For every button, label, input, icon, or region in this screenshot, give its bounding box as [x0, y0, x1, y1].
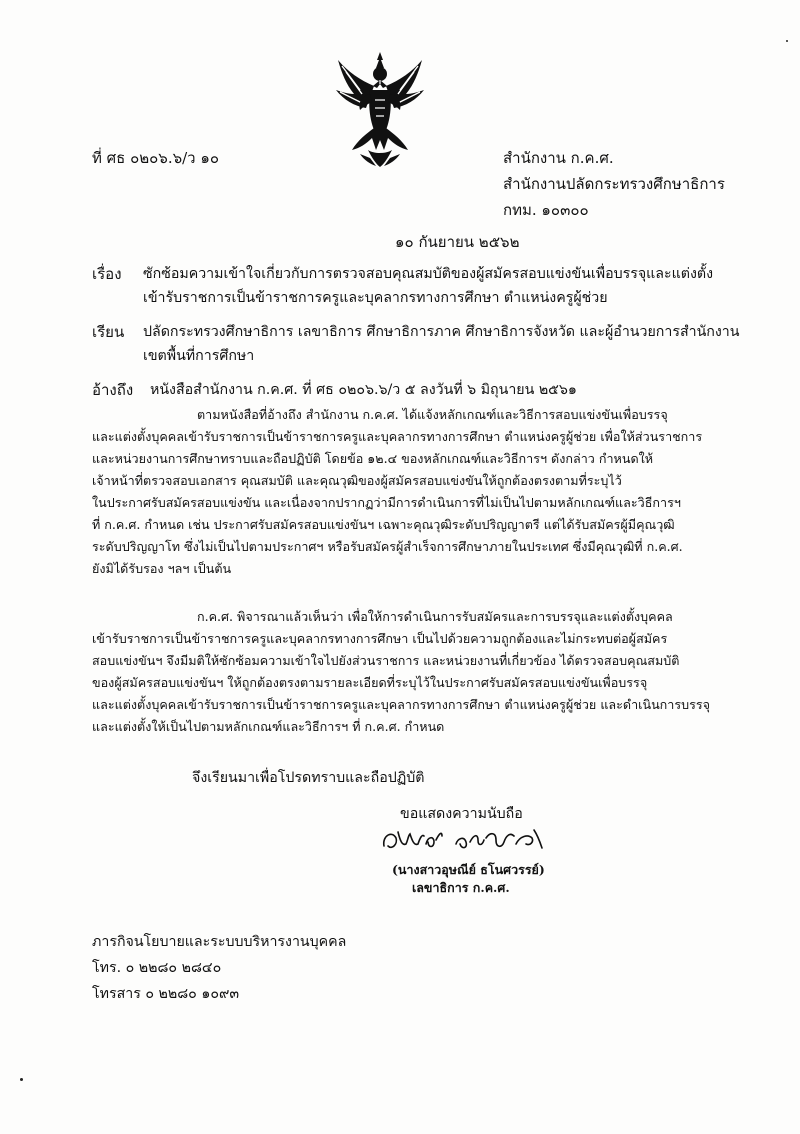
subject-label: เรื่อง: [92, 265, 122, 283]
paragraph-1-line: และแต่งตั้งบุคคลเข้ารับราชการเป็นข้าราชการครูและบุคลากรทางการศึกษา ตำแหน่งครูผู้ช่วย เพื่อให้ส่วนราชการ: [92, 429, 703, 444]
paragraph-2-line: สอบแข่งขันฯ จึงมีมติให้ซักซ้อมความเข้าใจไปยังส่วนราชการ และหน่วยงานที่เกี่ยวข้อง ได้ตรวจสอบคุณสมบัติ: [92, 653, 680, 668]
paragraph-1-line: และหน่วยงานการศึกษาทราบและถือปฏิบัติ โดยข้อ ๑๒.๔ ของหลักเกณฑ์และวิธีการฯ ดังกล่าว กำหนดให้: [92, 451, 654, 466]
subject-line-2: เข้ารับราชการเป็นข้าราชการครูและบุคลากรทางการศึกษา ตำแหน่งครูผู้ช่วย: [143, 290, 608, 306]
sender-office: สำนักงาน ก.ค.ศ.: [503, 149, 614, 167]
paragraph-1-line: ตามหนังสือที่อ้างถึง สำนักงาน ก.ค.ศ. ได้แจ้งหลักเกณฑ์และวิธีการสอบแข่งขันเพื่อบรรจุ: [197, 407, 668, 422]
paragraph-2-line: ก.ค.ศ. พิจารณาแล้วเห็นว่า เพื่อให้การดำเนินการรับสมัครและการบรรจุและแต่งตั้งบุคคล: [197, 609, 673, 624]
paragraph-2: [92, 606, 712, 738]
paragraph-1-line: ที่ ก.ค.ศ. กำหนด เช่น ประกาศรับสมัครสอบแข่งขันฯ เฉพาะคุณวุฒิระดับปริญญาตรี แต่ได้รับสมัครผู้มีคุณวุฒิ: [92, 517, 675, 532]
reference-text: หนังสือสำนักงาน ก.ค.ศ. ที่ ศธ ๐๒๐๖.๖/ว ๕ ลงวันที่ ๖ มิถุนายน ๒๕๖๑: [150, 382, 577, 398]
sender-address: กทม. ๑๐๓๐๐: [503, 201, 589, 219]
closing-request: จึงเรียนมาเพื่อโปรดทราบและถือปฏิบัติ: [192, 770, 425, 786]
scan-artifact: [20, 1078, 23, 1081]
document-number: ที่ ศธ ๐๒๐๖.๖/ว ๑๐: [92, 149, 220, 167]
footer-phone: โทร. ๐ ๒๒๘๐ ๒๘๔๐: [92, 960, 222, 976]
to-label: เรียน: [92, 323, 125, 341]
paragraph-1-line: ในประกาศรับสมัครสอบแข่งขัน และเนื่องจากปรากฏว่ามีการดำเนินการที่ไม่เป็นไปตามหลักเกณฑ์และวิธีการฯ: [92, 495, 681, 510]
signer-name: (นางสาวอุษณีย์ ธโนศวรรย์): [392, 862, 545, 877]
to-line-1: ปลัดกระทรวงศึกษาธิการ เลขาธิการ ศึกษาธิการภาค ศึกษาธิการจังหวัด และผู้อำนวยการสำนักงาน: [143, 324, 740, 340]
subject-line-1: ซักซ้อมความเข้าใจเกี่ยวกับการตรวจสอบคุณสมบัติของผู้สมัครสอบแข่งขันเพื่อบรรจุและแต่งตั้ง: [143, 266, 714, 282]
handwritten-signature: [378, 822, 548, 856]
paragraph-2-line: เข้ารับราชการเป็นข้าราชการครูและบุคลากรทางการศึกษา เป็นไปด้วยความถูกต้องและไม่กระทบต่อผู้สมัคร: [92, 631, 668, 646]
footer-department: ภารกิจนโยบายและระบบบริหารงานบุคคล: [92, 934, 347, 950]
signer-title: เลขาธิการ ก.ค.ศ.: [412, 880, 510, 895]
scan-artifact: [786, 40, 788, 42]
paragraph-1: [92, 404, 712, 580]
paragraph-1-line: ระดับปริญญาโท ซึ่งไม่เป็นไปตามประกาศฯ หรือรับสมัครผู้สำเร็จการศึกษาภายในประเทศ ซึ่งมีคุณวุฒิที่ ก.ค.ศ.: [92, 539, 683, 554]
sign-off: ขอแสดงความนับถือ: [400, 806, 523, 822]
reference-label: อ้างถึง: [92, 381, 134, 399]
paragraph-2-line: และแต่งตั้งบุคคลเข้ารับราชการเป็นข้าราชการครูและบุคลากรทางการศึกษา ตำแหน่งครูผู้ช่วย และดำเนินการบรรจุ: [92, 697, 711, 712]
to-line-2: เขตพื้นที่การศึกษา: [143, 348, 255, 364]
paragraph-2-line: และแต่งตั้งให้เป็นไปตามหลักเกณฑ์และวิธีการฯ ที่ ก.ค.ศ. กำหนด: [92, 719, 445, 734]
paragraph-1-line: ยังมิได้รับรอง ฯลฯ เป็นต้น: [92, 561, 232, 576]
document-date: ๑๐ กันยายน ๒๕๖๒: [395, 233, 520, 251]
garuda-emblem-icon: [330, 50, 430, 168]
paragraph-1-line: เจ้าหน้าที่ตรวจสอบเอกสาร คุณสมบัติ และคุณวุฒิของผู้สมัครสอบแข่งขันให้ถูกต้องตรงตามที่ระบุไว้: [92, 473, 622, 488]
paragraph-2-line: ของผู้สมัครสอบแข่งขันฯ ให้ถูกต้องตรงตามรายละเอียดที่ระบุไว้ในประกาศรับสมัครสอบแข่งขันเพื่อบรรจุ: [92, 675, 648, 690]
footer-fax: โทรสาร ๐ ๒๒๘๐ ๑๐๙๓: [92, 986, 240, 1002]
sender-ministry: สำนักงานปลัดกระทรวงศึกษาธิการ: [503, 175, 725, 193]
